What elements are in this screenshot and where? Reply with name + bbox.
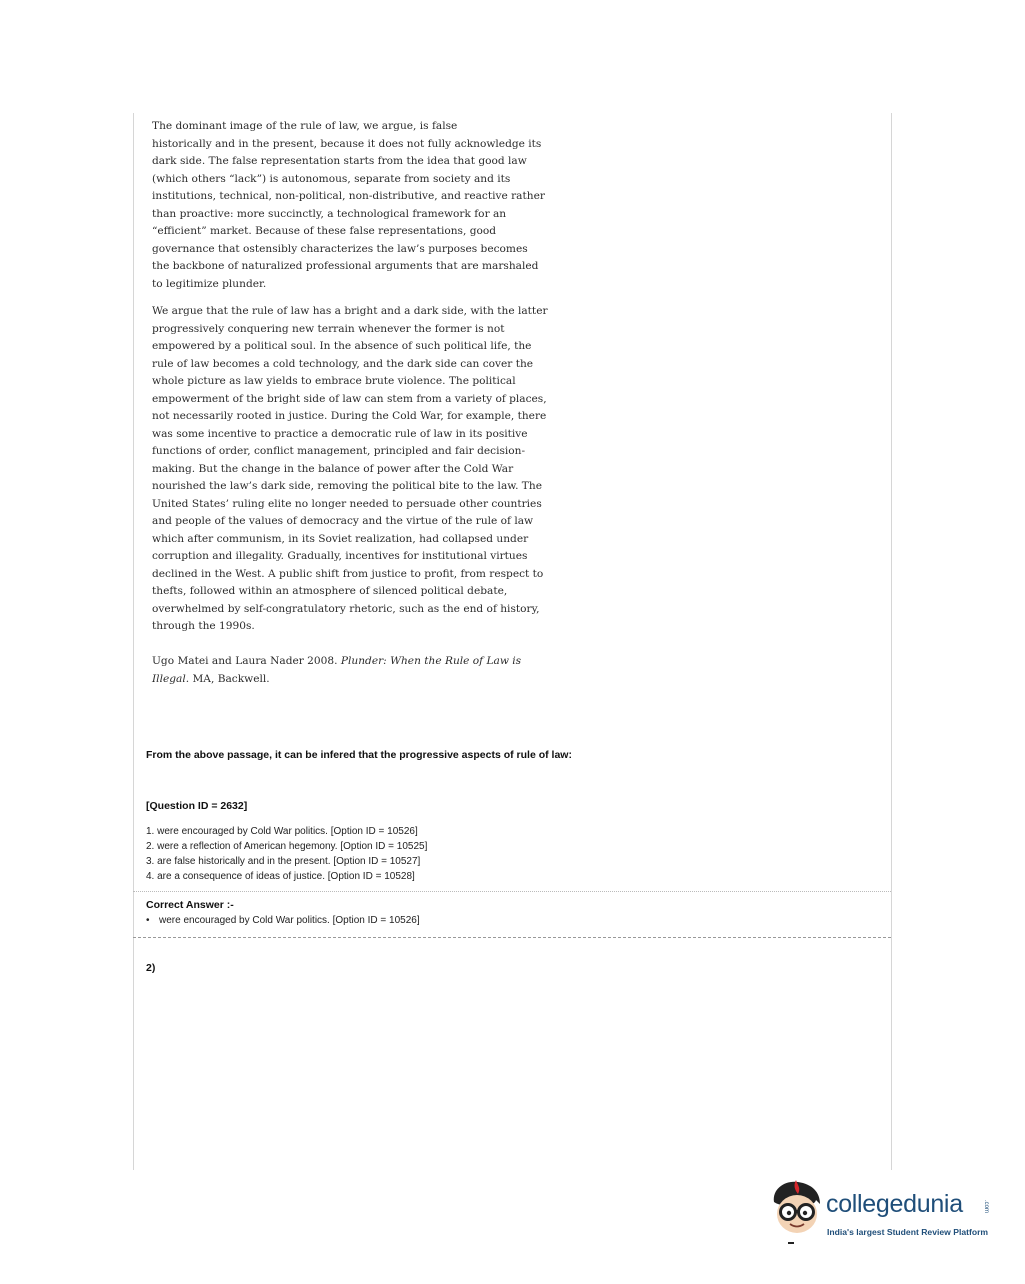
passage-paragraph-2	[152, 303, 572, 636]
citation-title-part-1: Plunder: When the Rule of Law is	[340, 655, 522, 667]
passage-line: declined in the West. A public shift from justice to profit, from respect to	[152, 567, 544, 580]
passage-line: “efficient” market. Because of these false representations, good	[152, 225, 497, 237]
correct-answer	[146, 915, 420, 926]
passage-line: through the 1990s.	[152, 620, 255, 632]
question-text: From the above passage, it can be infered that the progressive aspects of rule of law:	[146, 749, 572, 761]
brand-name: collegedunia	[826, 1190, 963, 1218]
passage-line: not necessarily rooted in justice. During the Cold War, for example, there	[152, 410, 547, 422]
bullet-icon: •	[146, 915, 150, 926]
passage-line: The dominant image of the rule of law, we argue, is false	[152, 120, 458, 132]
passage-line: the backbone of naturalized professional arguments that are marshaled	[152, 260, 539, 272]
option-item: 3. are false historically and in the present. [Option ID = 10527]	[146, 856, 421, 867]
question-id: [Question ID = 2632]	[146, 800, 248, 812]
option-item: 1. were encouraged by Cold War politics. [Option ID = 10526]	[146, 826, 418, 837]
passage	[152, 118, 572, 652]
passage-line: historically and in the present, because it does not fully acknowledge its	[152, 137, 542, 150]
passage-line: (which others “lack”) is autonomous, separate from society and its	[152, 172, 511, 185]
passage-line: making. But the change in the balance of power after the Cold War	[152, 462, 514, 475]
citation-authors: Ugo Matei and Laura Nader 2008.	[152, 655, 341, 667]
page-border-left	[133, 113, 134, 1170]
question-number: 2)	[146, 962, 156, 974]
correct-answer-text: were encouraged by Cold War politics. [Option ID = 10526]	[159, 915, 420, 926]
option-item: 4. are a consequence of ideas of justice. [Option ID = 10528]	[146, 871, 415, 882]
option-item: 2. were a reflection of American hegemony. [Option ID = 10525]	[146, 841, 428, 852]
passage-line: dark side. The false representation starts from the idea that good law	[152, 155, 527, 167]
passage-line: empowered by a political soul. In the absence of such political life, the	[152, 340, 532, 352]
passage-line: We argue that the rule of law has a bright and a dark side, with the latter	[152, 305, 548, 317]
brand-tagline: India's largest Student Review Platform	[827, 1227, 989, 1237]
passage-line: thefts, followed within an atmosphere of silenced political debate,	[152, 585, 508, 597]
passage-line: than proactive: more succinctly, a technological framework for an	[152, 207, 507, 220]
citation-title-part-2: Illegal.	[152, 673, 190, 685]
divider-dotted	[133, 891, 891, 892]
passage-line: empowerment of the bright side of law can stem from a variety of places,	[152, 392, 547, 405]
divider-dashed	[133, 937, 891, 938]
options-list	[146, 824, 427, 884]
passage-line: governance that ostensibly characterizes the law’s purposes becomes	[152, 242, 528, 255]
citation-publisher: MA, Backwell.	[189, 673, 270, 685]
passage-line: and people of the values of democracy and the virtue of the rule of law	[152, 515, 534, 527]
passage-line: whole picture as law yields to embrace brute violence. The political	[152, 375, 516, 387]
passage-line: functions of order, conflict management, principled and fair decision-	[152, 445, 526, 457]
passage-line: which after communism, in its Soviet realization, had collapsed under	[152, 532, 529, 545]
passage-line: progressively conquering new terrain whenever the former is not	[152, 322, 505, 335]
correct-answer-label: Correct Answer :-	[146, 899, 234, 911]
citation-line-2	[152, 670, 572, 688]
brand-domain: .com	[983, 1200, 989, 1214]
passage-paragraph-1	[152, 118, 572, 293]
passage-line: to legitimize plunder.	[152, 277, 267, 290]
citation-line-1	[152, 652, 572, 670]
passage-line: corruption and illegality. Gradually, incentives for institutional virtues	[152, 550, 528, 562]
passage-line: overwhelmed by self-congratulatory rhetoric, such as the end of history,	[152, 602, 540, 615]
passage-line: rule of law becomes a cold technology, and the dark side can cover the	[152, 357, 534, 370]
passage-line: was some incentive to practice a democratic rule of law in its positive	[152, 427, 528, 440]
page-border-right	[891, 113, 892, 1170]
citation	[152, 652, 572, 688]
passage-line: nourished the law’s dark side, removing the political bite to the law. The	[152, 480, 542, 492]
passage-line: United States’ ruling elite no longer needed to persuade other countries	[152, 497, 542, 510]
passage-line: institutions, technical, non-political, non-distributive, and reactive rather	[152, 190, 545, 202]
